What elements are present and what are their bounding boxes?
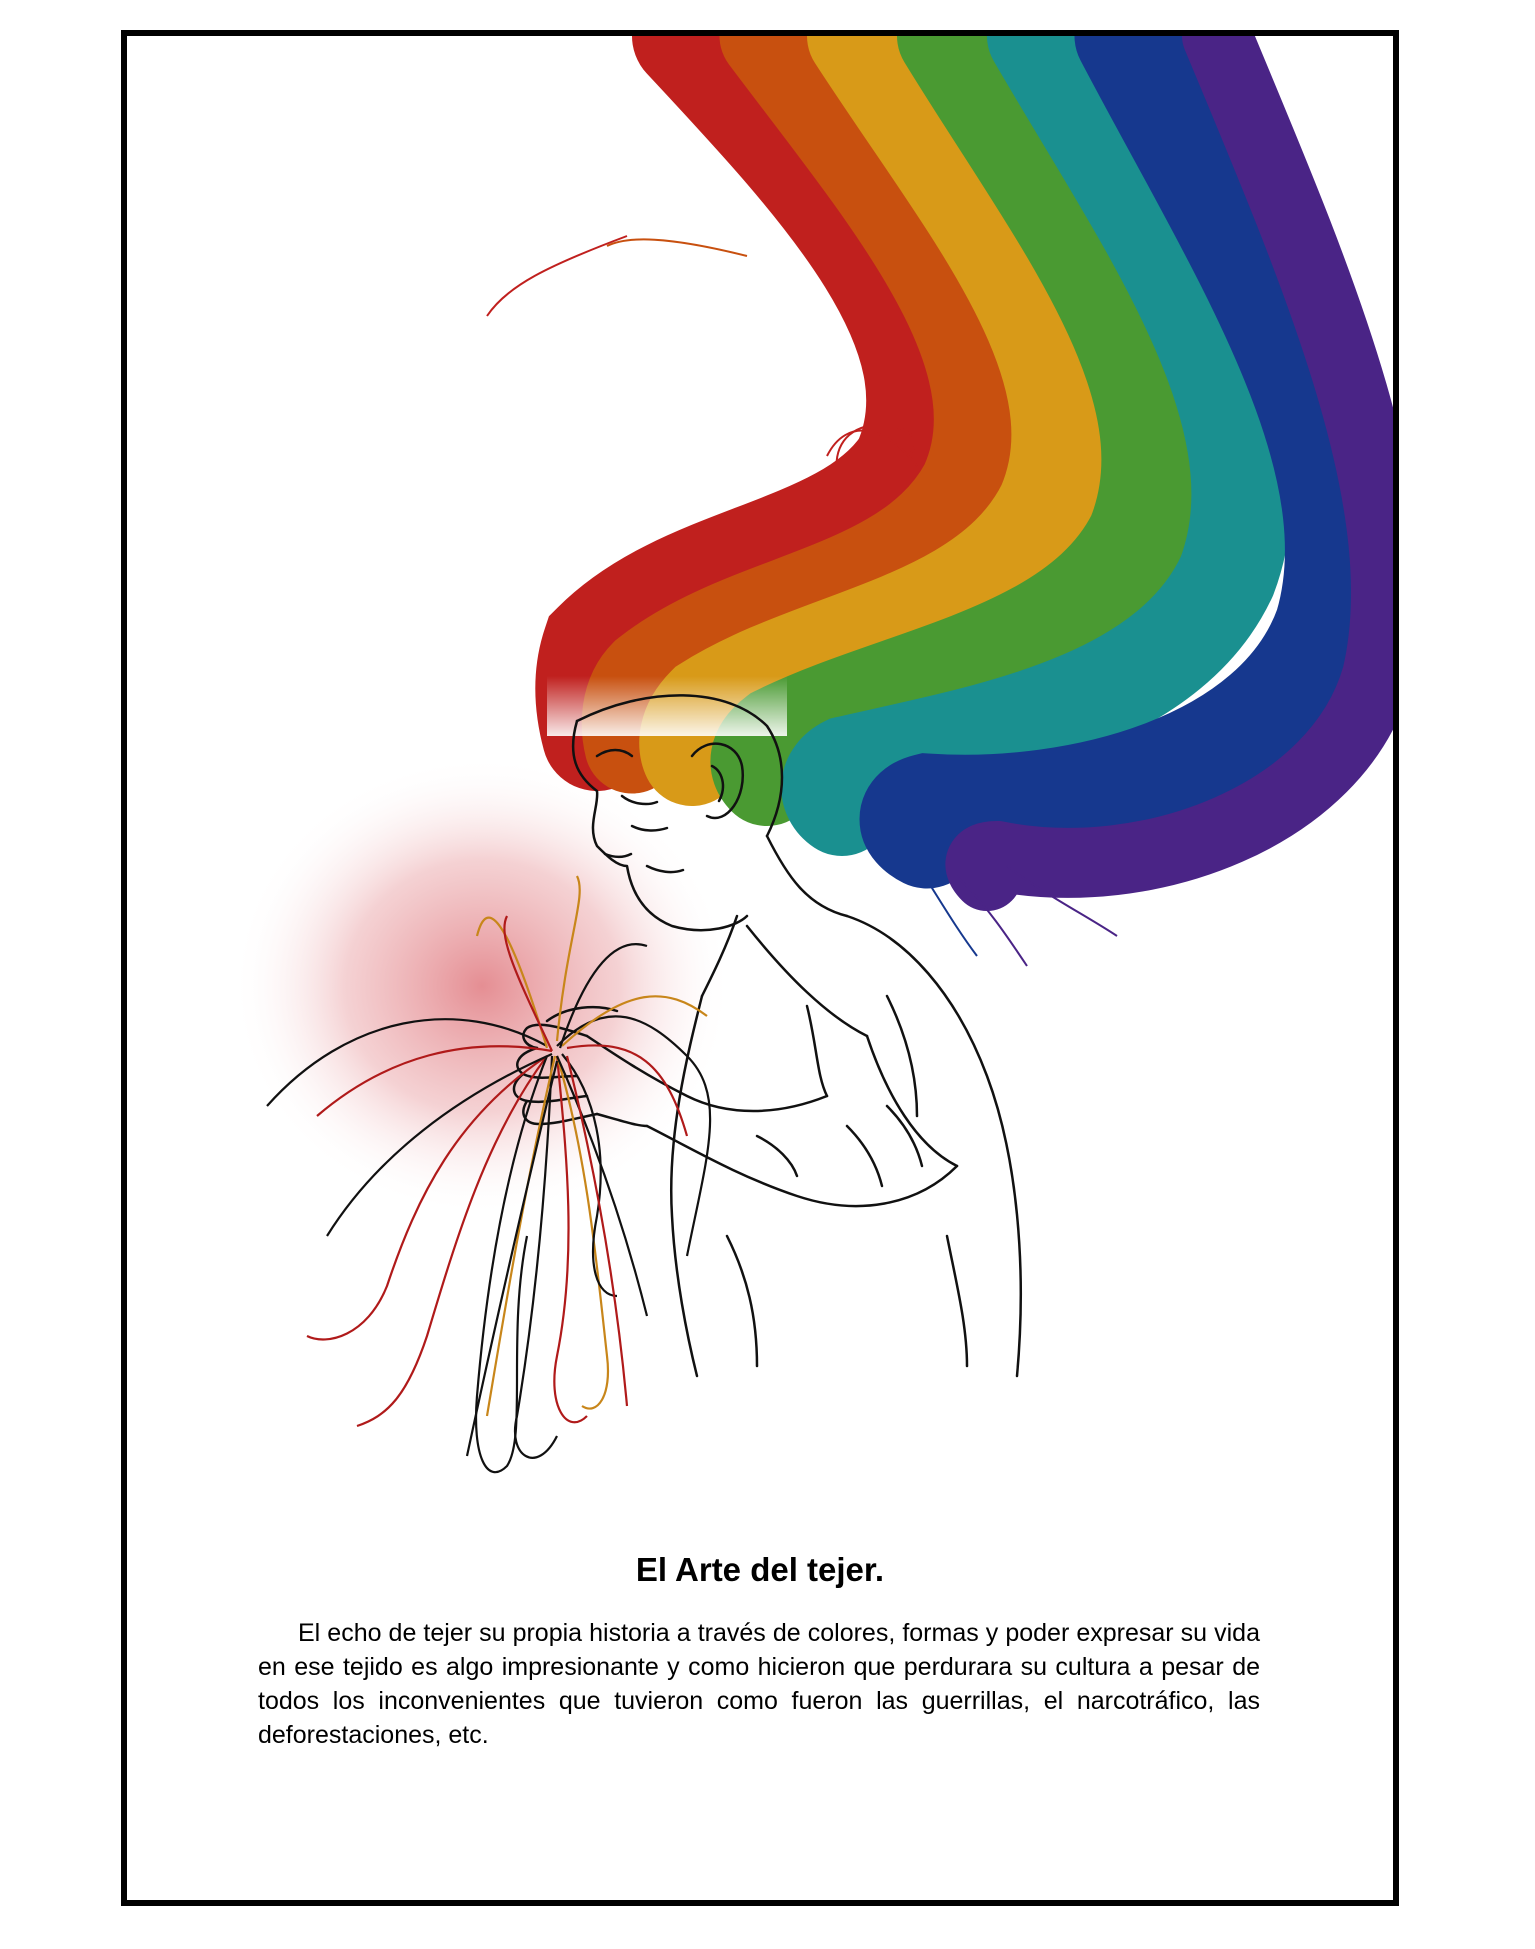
page-frame [121,30,1399,1906]
glow-halo [232,756,732,1216]
body-paragraph: El echo de tejer su propia historia a través de colores, formas y poder expresar su vida en ese tejido es algo impresionante y como hicieron que perdurara su cultura a pesar de todos los inconvenientes que tuvieron como fueron las guerrillas, el narcotráfico, las deforestaciones, etc. [258,1619,1260,1749]
page-title: El Arte del tejer. [635,1551,885,1588]
rainbow-hair [590,36,1386,876]
